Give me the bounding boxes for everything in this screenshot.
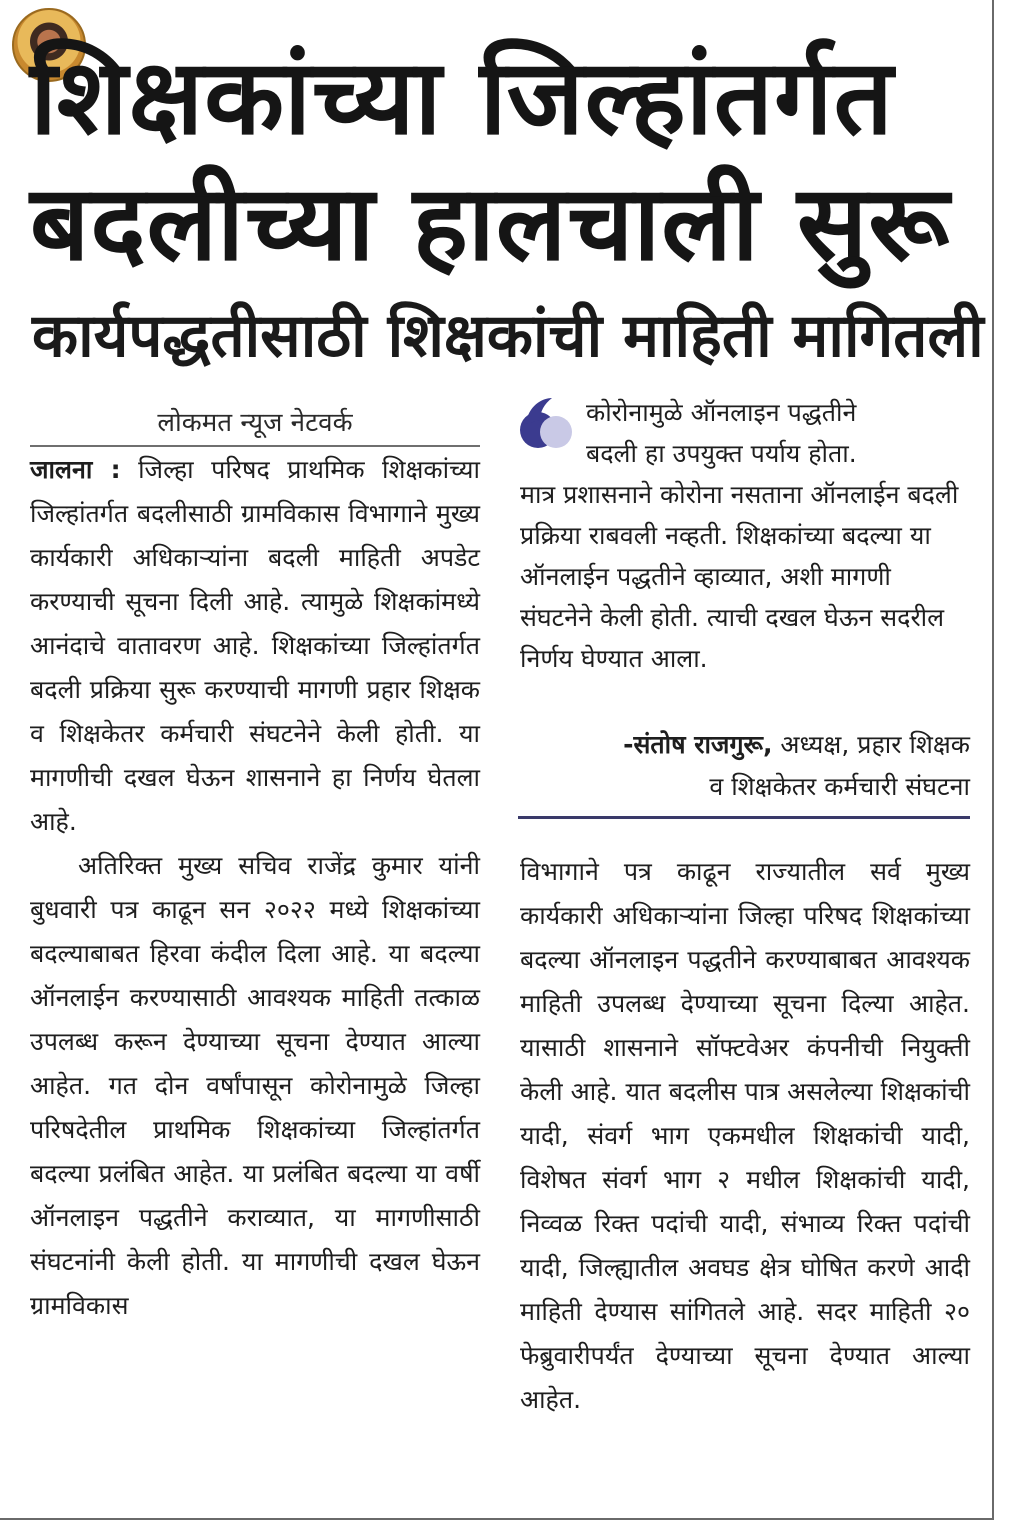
attribution-name: -संतोष राजगुरू, [623, 730, 773, 759]
subheadline: कार्यपद्धतीसाठी शिक्षकांची माहिती मागितली [32, 301, 984, 371]
article-right-column [520, 850, 970, 1422]
attribution-role-2: व शिक्षकेतर कर्मचारी संघटना [709, 772, 970, 801]
quote-attribution [520, 724, 970, 808]
article-left-column [30, 448, 480, 1328]
byline: लोकमत न्यूज नेटवर्क [157, 408, 353, 438]
headline-line-2: बदलीच्या हालचाली सुरू [30, 162, 951, 284]
headline-line-1: शिक्षकांच्या जिल्हांतर्गत [30, 36, 894, 158]
quote-line-1: कोरोनामुळे ऑनलाइन पद्धतीने [586, 398, 857, 427]
article-paragraph-1 [30, 448, 480, 844]
quote-body: मात्र प्रशासनाने कोरोना नसताना ऑनलाईन बदली प्रक्रिया राबवली नव्हती. शिक्षकांच्या बदल्या या ऑनलाईन पद्धतीने व्हाव्यात, अशी मागणी संघटनेने केली होती. त्याची दखल घेऊन सदरील निर्णय घेण्यात आला. [520, 480, 959, 673]
right-column-text: विभागाने पत्र काढून राज्यातील सर्व मुख्य कार्यकारी अधिकाऱ्यांना जिल्हा परिषद शिक्षकांच्या बदल्या ऑनलाइन पद्धतीने करण्याबाबत आवश्यक माहिती उपलब्ध देण्याच्या सूचना दिल्या आहेत. यासाठी शासनाने सॉफ्टवेअर कंपनीची नियुक्ती केली आहे. यात बदलीस पात्र असलेल्या शिक्षकांची यादी, संवर्ग भाग एकमधील शिक्षकांची यादी, विशेषत संवर्ग भाग २ मधील शिक्षकांची यादी, निव्वळ रिक्त पदांची यादी, संभाव्य रिक्त पदांची यादी, जिल्ह्यातील अवघड क्षेत्र घोषित करणे आदी माहिती देण्यास सांगितले आहे. सदर माहिती २० फेब्रुवारीपर्यंत देण्याच्या सूचना देण्यात आल्या आहेत. [520, 857, 970, 1414]
attribution-line-1 [520, 724, 970, 766]
dateline-place: जालना : [30, 455, 121, 484]
article-paragraph-2: अतिरिक्त मुख्य सचिव राजेंद्र कुमार यांनी बुधवारी पत्र काढून सन २०२२ मध्ये शिक्षकांच्या बदल्याबाबत हिरवा कंदील दिला आहे. या बदल्या ऑनलाईन करण्यासाठी आवश्यक माहिती तत्काळ उपलब्ध करून देण्याच्या सूचना देण्यात आल्या आहेत. गत दोन वर्षांपासून कोरोनामुळे जिल्हा परिषदेतील प्राथमिक शिक्षकांच्या जिल्हांतर्गत बदल्या प्रलंबित आहेत. या प्रलंबित बदल्या या वर्षी ऑनलाइन पद्धतीने कराव्यात, या मागणीसाठी संघटनांनी केली होती. या मागणीची दखल घेऊन ग्रामविकास [30, 851, 480, 1320]
byline-divider [30, 445, 480, 447]
quote-line-2: बदली हा उपयुक्त पर्याय होता. [586, 439, 857, 468]
quote-divider [518, 816, 970, 819]
paragraph-1-text: जिल्हा परिषद प्राथमिक शिक्षकांच्या जिल्हांतर्गत बदलीसाठी ग्रामविकास विभागाने मुख्य कार्यकारी अधिकाऱ्यांना बदली माहिती अपडेट करण्याची सूचना दिली आहे. त्यामुळे शिक्षकांमध्ये आनंदाचे वातावरण आहे. शिक्षकांच्या जिल्हांतर्गत बदली प्रक्रिया सुरू करण्याची मागणी प्रहार शिक्षक व शिक्षकेतर कर्मचारी संघटनेने केली होती. या मागणीची दखल घेऊन शासनाने हा निर्णय घेतला आहे. [30, 455, 480, 836]
attribution-role-1: अध्यक्ष, प्रहार शिक्षक [780, 730, 970, 759]
pull-quote [520, 392, 970, 679]
